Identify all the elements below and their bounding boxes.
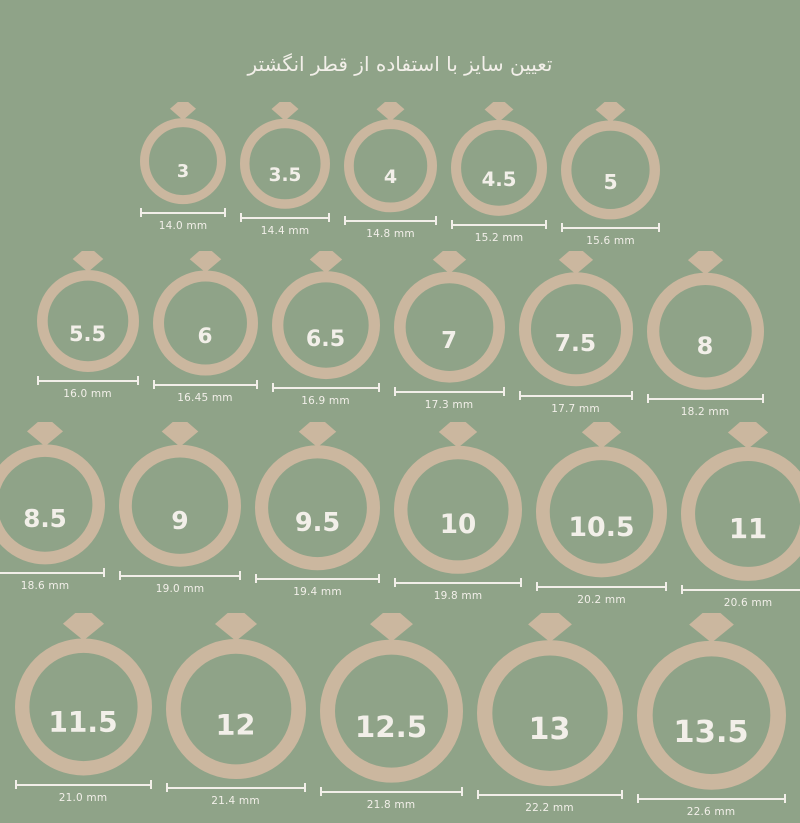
ring-graphic — [630, 609, 793, 792]
ring-cell[interactable] — [159, 609, 313, 807]
diameter-measure — [477, 790, 623, 814]
ring-icon — [0, 418, 112, 566]
ring-cell[interactable] — [512, 247, 640, 414]
ring-size-label: 13 — [528, 712, 571, 748]
diameter-value: 21.8 mm — [366, 798, 416, 811]
diameter-value: 16.9 mm — [301, 395, 350, 408]
diameter-measure — [153, 380, 258, 404]
diameter-value: 19.4 mm — [293, 586, 342, 599]
ring-graphic — [265, 247, 387, 381]
ring-graphic — [529, 418, 674, 579]
ring-graphic — [674, 418, 800, 583]
diameter-value: 15.6 mm — [586, 235, 635, 248]
diameter-measure — [519, 391, 633, 415]
ring-size-label: 4 — [383, 166, 398, 189]
ring-row — [0, 609, 800, 818]
measure-bar-icon — [255, 574, 380, 583]
gem-icon — [170, 102, 196, 120]
measure-bar-icon — [0, 568, 105, 577]
ring-graphic — [512, 247, 640, 388]
diameter-value: 17.3 mm — [424, 399, 474, 412]
ring-cell[interactable] — [8, 609, 159, 803]
ring-cell[interactable] — [554, 98, 667, 247]
ring-cell[interactable] — [470, 609, 630, 814]
ring-graphic — [470, 609, 630, 788]
diameter-value: 22.6 mm — [686, 805, 736, 818]
gem-icon — [377, 102, 405, 121]
gem-icon — [558, 251, 592, 274]
diameter-measure — [272, 383, 380, 407]
measure-bar-icon — [681, 585, 800, 594]
ring-icon — [265, 247, 387, 381]
measure-bar-icon — [647, 394, 764, 403]
measure-bar-icon — [240, 213, 330, 222]
gem-icon — [596, 102, 626, 122]
diameter-measure — [166, 783, 306, 807]
ring-size-label: 10.5 — [568, 511, 635, 543]
measure-bar-icon — [140, 208, 226, 217]
ring-size-label: 10 — [439, 509, 477, 540]
gem-icon — [485, 102, 514, 122]
gem-icon — [27, 422, 63, 446]
ring-icon — [248, 418, 387, 572]
ring-size-label: 9 — [171, 505, 189, 535]
ring-cell[interactable] — [112, 418, 248, 595]
ring-icon — [112, 418, 248, 569]
ring-graphic — [233, 98, 337, 211]
diameter-measure — [637, 794, 786, 818]
gem-icon — [370, 613, 413, 642]
diameter-measure — [681, 585, 800, 609]
diameter-value: 19.8 mm — [433, 589, 483, 602]
diameter-measure — [394, 387, 505, 411]
diameter-value: 20.6 mm — [723, 597, 773, 610]
diameter-measure — [561, 223, 660, 247]
measure-bar-icon — [637, 794, 786, 803]
diameter-measure — [344, 216, 437, 240]
measure-bar-icon — [119, 571, 241, 580]
ring-icon — [133, 98, 233, 206]
ring-graphic — [554, 98, 667, 221]
ring-icon — [387, 247, 512, 385]
measure-bar-icon — [153, 380, 258, 389]
ring-icon — [146, 247, 265, 378]
ring-graphic — [387, 418, 529, 576]
measure-bar-icon — [451, 220, 547, 229]
gem-icon — [215, 613, 257, 641]
gem-icon — [72, 251, 103, 272]
gem-icon — [309, 251, 341, 273]
ring-size-label: 3.5 — [268, 164, 302, 186]
gem-icon — [582, 422, 621, 448]
diameter-value: 18.2 mm — [680, 406, 730, 419]
ring-size-label: 6.5 — [305, 325, 346, 352]
ring-cell[interactable] — [387, 247, 512, 411]
ring-size-label: 11 — [728, 514, 768, 546]
ring-cell[interactable] — [0, 418, 112, 592]
ring-size-label: 3 — [176, 162, 190, 183]
ring-cell[interactable] — [674, 418, 800, 609]
diameter-measure — [320, 787, 463, 811]
ring-size-label: 13.5 — [673, 714, 749, 750]
ring-icon — [8, 609, 159, 777]
ring-graphic — [337, 98, 444, 214]
ring-icon — [512, 247, 640, 388]
diameter-measure — [255, 574, 380, 598]
ring-row — [0, 98, 800, 247]
diameter-measure — [451, 220, 547, 244]
ring-size-label: 8 — [696, 331, 714, 360]
ring-icon — [529, 418, 674, 579]
measure-bar-icon — [394, 387, 505, 396]
gem-icon — [687, 251, 722, 275]
gem-icon — [162, 422, 199, 447]
diameter-value: 14.8 mm — [366, 228, 415, 241]
measure-bar-icon — [477, 790, 623, 799]
ring-cell[interactable] — [313, 609, 470, 811]
measure-bar-icon — [394, 578, 522, 587]
diameter-measure — [647, 394, 764, 418]
ring-size-label: 7.5 — [554, 329, 597, 358]
measure-bar-icon — [166, 783, 306, 792]
diameter-value: 16.0 mm — [63, 388, 112, 401]
measure-bar-icon — [15, 780, 152, 789]
ring-cell[interactable] — [265, 247, 387, 407]
ring-cell[interactable] — [146, 247, 265, 404]
ring-cell[interactable] — [630, 609, 793, 818]
ring-graphic — [146, 247, 265, 378]
ring-size-label: 6 — [197, 323, 213, 349]
ring-cell[interactable] — [233, 98, 337, 237]
page-title: تعیین سایز با استفاده از قطر انگشتر — [247, 52, 553, 76]
diameter-value: 21.0 mm — [58, 791, 108, 804]
ring-icon — [387, 418, 529, 576]
ring-size-label: 9.5 — [294, 507, 341, 538]
ring-icon — [233, 98, 337, 211]
diameter-value: 18.6 mm — [20, 580, 70, 593]
diameter-measure — [394, 578, 522, 602]
diameter-value: 14.4 mm — [260, 224, 310, 237]
measure-bar-icon — [272, 383, 380, 392]
diameter-measure — [536, 582, 667, 606]
ring-size-label: 11.5 — [48, 706, 118, 740]
ring-graphic — [444, 98, 554, 218]
ring-graphic — [248, 418, 387, 572]
ring-graphic — [0, 418, 112, 566]
diameter-measure — [119, 571, 241, 595]
ring-cell[interactable] — [133, 98, 233, 232]
ring-cell[interactable] — [640, 247, 771, 418]
gem-icon — [439, 422, 477, 448]
measure-bar-icon — [536, 582, 667, 591]
measure-bar-icon — [37, 376, 139, 385]
ring-graphic — [30, 247, 146, 374]
ring-graphic — [159, 609, 313, 781]
ring-size-label: 5.5 — [68, 321, 107, 346]
diameter-value: 17.7 mm — [551, 402, 600, 415]
ring-cell[interactable] — [387, 418, 529, 602]
ring-icon — [313, 609, 470, 785]
ring-size-label: 4.5 — [481, 168, 517, 192]
diameter-value: 19.0 mm — [155, 582, 205, 595]
ring-graphic — [8, 609, 159, 777]
diameter-value: 16.45 mm — [177, 391, 233, 404]
ring-rows — [0, 98, 800, 818]
diameter-measure — [0, 568, 105, 592]
measure-bar-icon — [320, 787, 463, 796]
gem-icon — [528, 613, 572, 642]
ring-graphic — [133, 98, 233, 206]
diameter-value: 20.2 mm — [577, 593, 626, 606]
ring-cell[interactable] — [444, 98, 554, 244]
ring-icon — [337, 98, 444, 214]
ring-cell[interactable] — [248, 418, 387, 598]
diameter-value: 14.0 mm — [158, 220, 208, 233]
ring-size-label: 8.5 — [23, 504, 67, 534]
ring-cell[interactable] — [30, 247, 146, 400]
ring-icon — [554, 98, 667, 221]
ring-graphic — [112, 418, 248, 569]
measure-bar-icon — [344, 216, 437, 225]
ring-icon — [159, 609, 313, 781]
ring-size-label: 5 — [603, 170, 618, 195]
diameter-value: 22.2 mm — [525, 802, 574, 815]
measure-bar-icon — [561, 223, 660, 232]
diameter-value: 15.2 mm — [474, 231, 524, 244]
ring-cell[interactable] — [337, 98, 444, 240]
diameter-measure — [140, 208, 226, 232]
gem-icon — [62, 613, 103, 640]
gem-icon — [689, 613, 734, 643]
gem-icon — [189, 251, 221, 273]
ring-size-label: 12.5 — [354, 710, 428, 745]
ring-graphic — [387, 247, 512, 385]
gem-icon — [728, 422, 768, 449]
ring-size-label: 12 — [215, 708, 256, 743]
diameter-value: 21.4 mm — [211, 795, 260, 808]
gem-icon — [272, 102, 299, 121]
diameter-measure — [37, 376, 139, 400]
ring-row — [0, 247, 800, 418]
ring-graphic — [640, 247, 771, 392]
ring-icon — [444, 98, 554, 218]
diameter-measure — [240, 213, 330, 237]
ring-row — [0, 418, 800, 609]
measure-bar-icon — [519, 391, 633, 400]
ring-icon — [630, 609, 793, 792]
ring-icon — [640, 247, 771, 392]
ring-size-label: 7 — [441, 327, 457, 354]
ring-cell[interactable] — [529, 418, 674, 605]
ring-icon — [470, 609, 630, 788]
ring-icon — [674, 418, 800, 583]
gem-icon — [432, 251, 465, 274]
gem-icon — [299, 422, 337, 447]
ring-icon — [30, 247, 146, 374]
ring-graphic — [313, 609, 470, 785]
